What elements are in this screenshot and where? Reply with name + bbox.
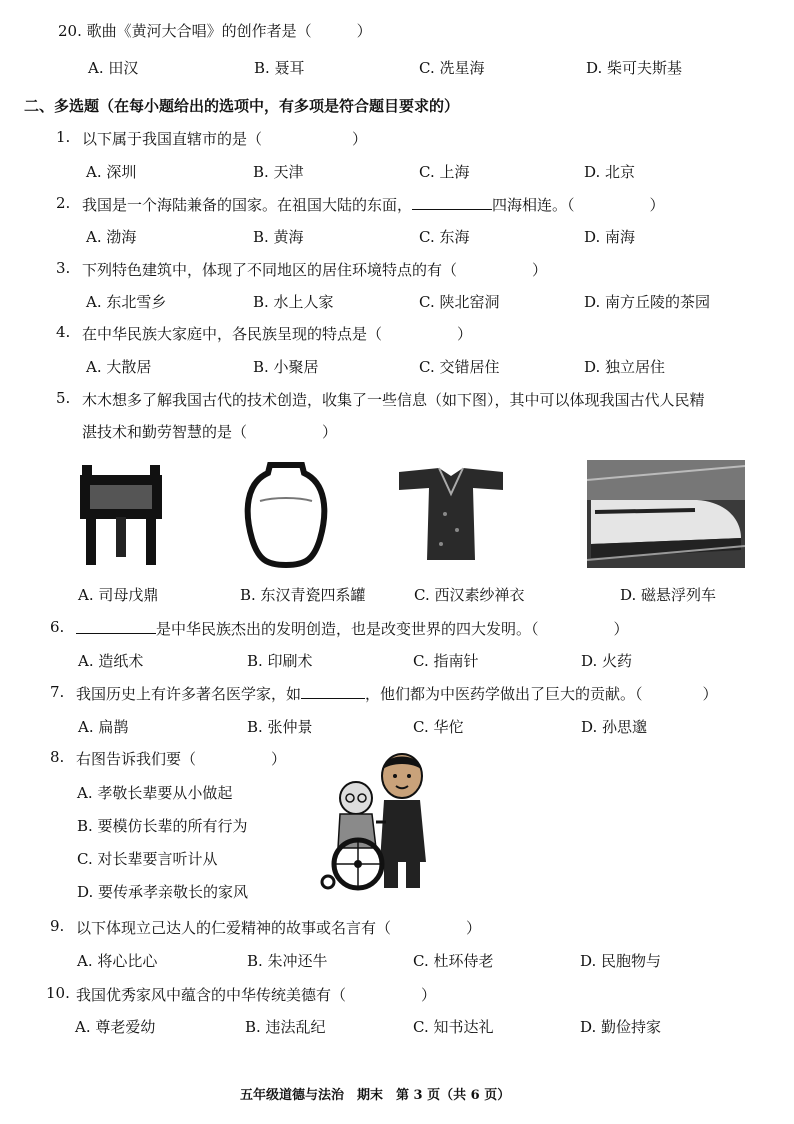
question-20-text: 20. 歌曲《黄河大合唱》的创作者是（ ） bbox=[58, 22, 372, 40]
option: B. 朱冲还牛 bbox=[247, 952, 328, 970]
answer-blank bbox=[301, 684, 365, 699]
option: B. 违法乱纪 bbox=[245, 1018, 326, 1036]
option: D. 火药 bbox=[581, 652, 633, 670]
option: C. 对长辈要言听计从 bbox=[77, 850, 218, 868]
page-footer: 五年级道德与法治 期末 第 3 页（共 6 页） bbox=[240, 1088, 511, 1103]
option: D. 勤俭持家 bbox=[580, 1018, 662, 1036]
option: A. 孝敬长辈要从小做起 bbox=[77, 784, 233, 802]
option: A. 将心比心 bbox=[77, 952, 158, 970]
option: A. 扁鹊 bbox=[78, 718, 129, 736]
option: D. 南海 bbox=[584, 228, 636, 246]
option: B. 东汉青瓷四系罐 bbox=[240, 586, 366, 604]
option: B. 印刷术 bbox=[247, 652, 313, 670]
question-text-part-a: 我国历史上有许多著名医学家，如 bbox=[76, 685, 302, 703]
question-number: 1. bbox=[56, 128, 71, 146]
question-text-part-b: ，他们都为中医药学做出了巨大的贡献。（ ） bbox=[365, 685, 718, 703]
option: D. 孙思邈 bbox=[581, 718, 648, 736]
option: B. 黄海 bbox=[253, 228, 304, 246]
option: D. 独立居住 bbox=[584, 358, 666, 376]
option: C. 东海 bbox=[419, 228, 470, 246]
question-text: 右图告诉我们要（ ） bbox=[76, 750, 287, 768]
option: C. 上海 bbox=[419, 163, 470, 181]
question-number: 7. bbox=[50, 683, 65, 701]
question-text-line-1: 木木想多了解我国古代的技术创造，收集了一些信息（如下图），其中可以体现我国古代人民精 bbox=[82, 391, 705, 409]
question-text-part-b: 是中华民族杰出的发明创造，也是改变世界的四大发明。（ ） bbox=[156, 620, 629, 638]
silk-robe-image bbox=[397, 464, 505, 562]
q20-option-b: B. 聂耳 bbox=[254, 59, 305, 77]
question-number: 6. bbox=[50, 618, 65, 636]
question-number: 2. bbox=[56, 194, 71, 212]
question-text: 在中华民族大家庭中，各民族呈现的特点是（ ） bbox=[82, 325, 473, 343]
question-number: 3. bbox=[56, 259, 71, 277]
option: D. 民胞物与 bbox=[580, 952, 662, 970]
option: D. 要传承孝亲敬长的家风 bbox=[77, 883, 249, 901]
option: C. 交错居住 bbox=[419, 358, 500, 376]
option: D. 磁悬浮列车 bbox=[620, 586, 717, 604]
option: C. 知书达礼 bbox=[413, 1018, 494, 1036]
question-text: 我国优秀家风中蕴含的中华传统美德有（ ） bbox=[76, 986, 437, 1004]
question-text: 下列特色建筑中，体现了不同地区的居住环境特点的有（ ） bbox=[82, 261, 548, 279]
porcelain-jar-image bbox=[244, 461, 328, 569]
question-text-part-a: 我国是一个海陆兼备的国家。在祖国大陆的东面， bbox=[82, 196, 413, 214]
option: B. 张仲景 bbox=[247, 718, 313, 736]
answer-blank bbox=[76, 619, 156, 634]
question-text: 以下属于我国直辖市的是（ ） bbox=[82, 130, 368, 148]
option: B. 天津 bbox=[253, 163, 304, 181]
option: A. 东北雪乡 bbox=[86, 293, 167, 311]
question-number: 4. bbox=[56, 323, 71, 341]
question-text bbox=[76, 683, 718, 704]
option: A. 渤海 bbox=[86, 228, 137, 246]
option: A. 深圳 bbox=[86, 163, 137, 181]
option: C. 陕北窑洞 bbox=[419, 293, 500, 311]
q20-option-a: A. 田汉 bbox=[88, 59, 139, 77]
question-number: 5. bbox=[56, 389, 71, 407]
elder-care-illustration bbox=[318, 752, 440, 892]
option: C. 杜环侍老 bbox=[413, 952, 494, 970]
question-number: 10. bbox=[46, 984, 70, 1002]
option: C. 华佗 bbox=[413, 718, 464, 736]
q20-option-c: C. 冼星海 bbox=[419, 59, 485, 77]
option: A. 尊老爱幼 bbox=[75, 1018, 156, 1036]
question-number: 8. bbox=[50, 748, 65, 766]
q20-option-d: D. 柴可夫斯基 bbox=[586, 59, 683, 77]
option: A. 大散居 bbox=[86, 358, 152, 376]
option: C. 西汉素纱禅衣 bbox=[414, 586, 525, 604]
option: B. 要模仿长辈的所有行为 bbox=[77, 817, 248, 835]
question-text-part-b: 四海相连。（ ） bbox=[492, 196, 665, 214]
ding-vessel-image bbox=[78, 461, 164, 567]
option: B. 小聚居 bbox=[253, 358, 319, 376]
question-number: 9. bbox=[50, 917, 65, 935]
option: A. 造纸术 bbox=[78, 652, 144, 670]
answer-blank bbox=[412, 195, 492, 210]
question-text bbox=[76, 618, 629, 639]
option: C. 指南针 bbox=[413, 652, 479, 670]
maglev-train-image bbox=[587, 460, 745, 568]
option: B. 水上人家 bbox=[253, 293, 334, 311]
option: A. 司母戊鼎 bbox=[78, 586, 159, 604]
section-2-title: 二、多选题（在每小题给出的选项中，有多项是符合题目要求的） bbox=[24, 97, 460, 115]
question-text: 以下体现立己达人的仁爱精神的故事或名言有（ ） bbox=[76, 919, 482, 937]
option: D. 南方丘陵的茶园 bbox=[584, 293, 711, 311]
question-text bbox=[82, 194, 665, 215]
question-text-line-2: 湛技术和勤劳智慧的是（ ） bbox=[82, 423, 338, 441]
option: D. 北京 bbox=[584, 163, 636, 181]
